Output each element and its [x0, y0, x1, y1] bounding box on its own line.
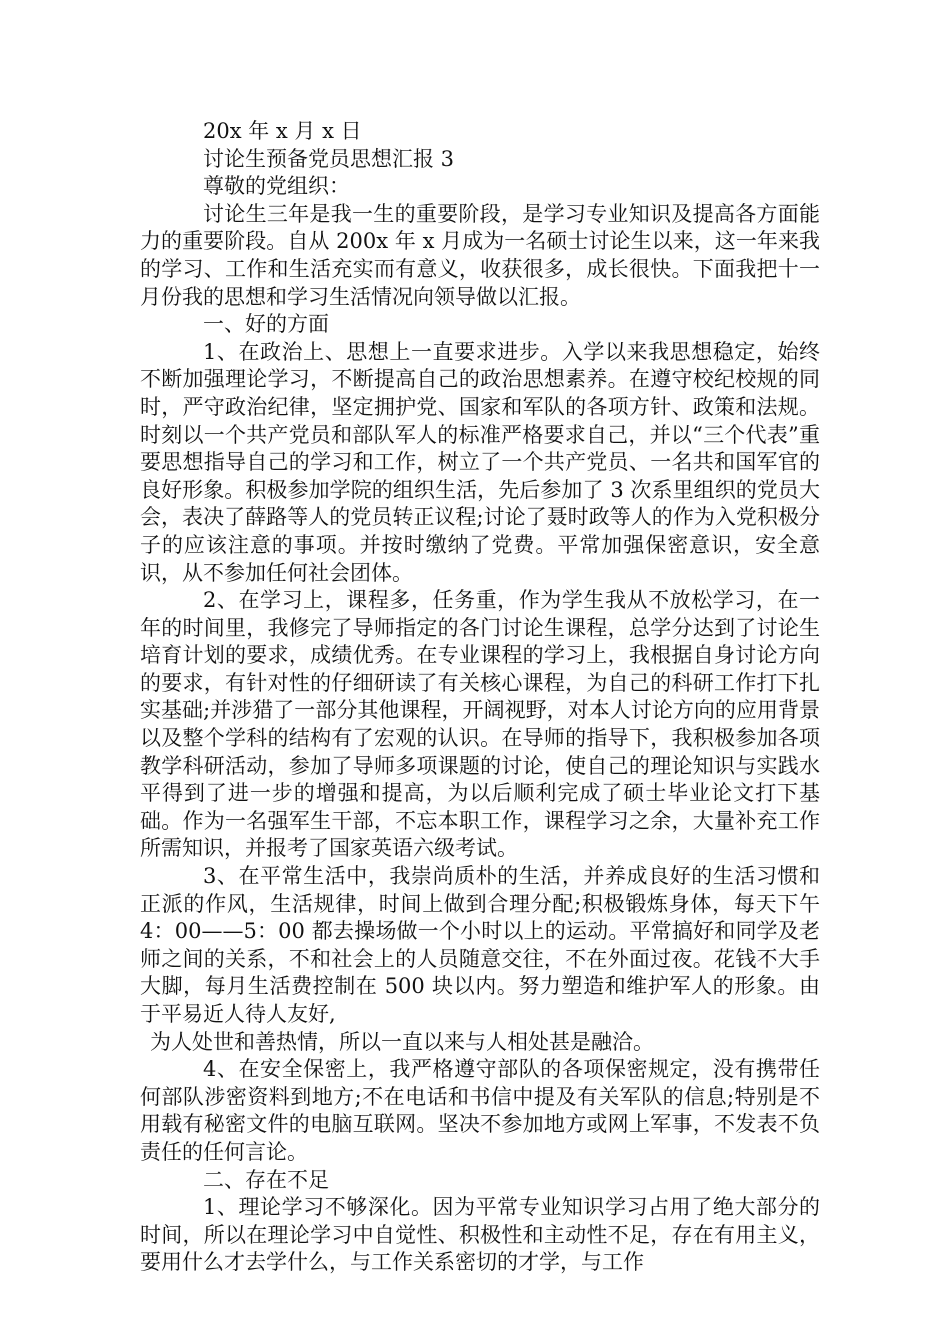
section-heading-good-aspects: 一、好的方面	[203, 312, 329, 337]
paragraph-daily-life: 3、在平常生活中，我崇尚质朴的生活，并养成良好的生活习惯和正派的作风，生活规律，时间上做到合理分配;积极锻炼身体，每天下午 4：00——5：00 都去操场做一个小时以上的运动。平常搞好和同学及老师之间的关系，不和社会上的人员随意交往，不在外面过夜。花钱不大手大脚，每月生活费控制在 500 块以内。努力塑造和维护军人的形象。由于平易近人待人友好,	[140, 864, 820, 1026]
paragraph-daily-life-continued: 为人处世和善热情，所以一直以来与人相处甚是融洽。	[150, 1029, 654, 1054]
section-heading-shortcomings: 二、存在不足	[203, 1167, 329, 1192]
paragraph-security: 4、在安全保密上，我严格遵守部队的各项保密规定，没有携带任何部队涉密资料到地方;不在电话和书信中提及有关军队的信息;特别是不用载有秘密文件的电脑互联网。坚决不参加地方或网上军事，不发表不负责任的任何言论。	[140, 1057, 820, 1164]
document-salutation: 尊敬的党组织：	[203, 174, 350, 199]
paragraph-politics: 1、在政治上、思想上一直要求进步。入学以来我思想稳定，始终不断加强理论学习，不断提高自己的政治思想素养。在遵守校纪校规的同时，严守政治纪律，坚定拥护党、国家和军队的各项方针、政策和法规。时刻以一个共产党员和部队军人的标准严格要求自己，并以“三个代表”重要思想指导自己的学习和工作，树立了一个共产党员、一名共和国军官的良好形象。积极参加学院的组织生活，先后参加了 3 次系里组织的党员大会，表决了薛路等人的党员转正议程;讨论了聂时政等人的作为入党积极分子的应该注意的事项。并按时缴纳了党费。平常加强保密意识，安全意识，从不参加任何社会团体。	[140, 339, 820, 585]
document-title: 讨论生预备党员思想汇报 3	[203, 146, 455, 171]
paragraph-study: 2、在学习上，课程多，任务重，作为学生我从不放松学习，在一年的时间里，我修完了导师指定的各门讨论生课程，总学分达到了讨论生培育计划的要求，成绩优秀。在专业课程的学习上，我根据自身讨论方向的要求，有针对性的仔细研读了有关核心课程，为自己的科研工作打下扎实基础;并涉猎了一部分其他课程，开阔视野，对本人讨论方向的应用背景以及整个学科的结构有了宏观的认识。在导师的指导下，我积极参加各项教学科研活动，参加了导师多项课题的讨论，使自己的理论知识与实践水平得到了进一步的增强和提高，为以后顺利完成了硕士毕业论文打下基础。作为一名强军生干部，不忘本职工作，课程学习之余，大量补充工作所需知识，并报考了国家英语六级考试。	[140, 588, 820, 861]
document-date: 20x 年 x 月 x 日	[203, 119, 362, 143]
document-body	[140, 118, 820, 1277]
intro-paragraph: 讨论生三年是我一生的重要阶段，是学习专业知识及提高各方面能力的重要阶段。自从 200x 年 x 月成为一名硕士讨论生以来，这一年来我的学习、工作和生活充实而有意义，收获很多，成长很快。下面我把十一月份我的思想和学习生活情况向领导做以汇报。	[140, 201, 820, 309]
paragraph-theory-study: 1、理论学习不够深化。因为平常专业知识学习占用了绝大部分的时间，所以在理论学习中自觉性、积极性和主动性不足，存在有用主义，要用什么才去学什么，与工作关系密切的才学，与工作	[140, 1195, 820, 1275]
